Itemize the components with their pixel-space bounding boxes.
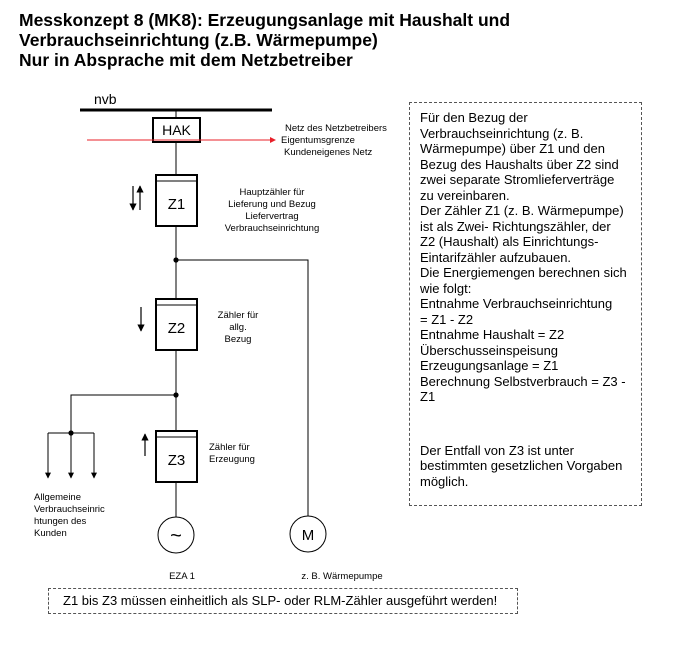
info-line: bestimmten gesetzlichen Vorgaben bbox=[420, 458, 623, 473]
meter-z3-desc-2: Erzeugung bbox=[209, 454, 255, 465]
meter-z1-desc-3: Liefervertrag bbox=[245, 211, 299, 222]
bidirectional-arrow-icon bbox=[133, 186, 140, 210]
meter-z1-desc-2: Lieferung und Bezug bbox=[228, 199, 316, 210]
info-line: zu vereinbaren. bbox=[420, 187, 510, 203]
title-line-1: Messkonzept 8 (MK8): Erzeugungsanlage mit Haushalt und bbox=[19, 10, 511, 30]
info-line: Für den Bezug der bbox=[420, 110, 528, 125]
info-line: ist als Zwei- Richtungszähler, der bbox=[420, 218, 611, 234]
info-line: = Z1 - Z2 bbox=[420, 311, 474, 327]
meter-z2-desc-3: Bezug bbox=[224, 334, 252, 345]
motor-label: z. B. Wärmepumpe bbox=[301, 571, 383, 582]
info-paragraph-1 bbox=[420, 110, 633, 405]
info-line: Z1 bbox=[420, 389, 436, 404]
info-paragraph-2 bbox=[420, 443, 633, 490]
consumers-label-2: Verbrauchseinric bbox=[34, 504, 105, 515]
meter-z2-desc-2: allg. bbox=[229, 322, 247, 333]
consumers-label-4: Kunden bbox=[34, 528, 67, 539]
info-line: möglich. bbox=[420, 473, 469, 489]
meter-z2-label: Z2 bbox=[167, 320, 186, 337]
consumers-label-1: Allgemeine bbox=[34, 492, 81, 503]
boundary-label-grid: Netz des Netzbetreibers bbox=[285, 123, 387, 134]
info-line: zwei separate Stromlieferverträge bbox=[420, 172, 615, 187]
boundary-label-customer: Kundeneigenes Netz bbox=[284, 147, 373, 158]
info-line: Überschusseinspeisung bbox=[420, 342, 559, 358]
info-box bbox=[409, 102, 642, 506]
info-line: Z2 (Haushalt) als Einrichtungs- bbox=[420, 234, 599, 249]
info-line: Wärmepumpe) über Z1 und den bbox=[420, 141, 605, 156]
info-line: Der Zähler Z1 (z. B. Wärmepumpe) bbox=[420, 203, 624, 218]
meter-z2-desc-1: Zähler für bbox=[217, 310, 259, 321]
info-line: Bezug des Haushalts über Z2 sind bbox=[420, 156, 619, 172]
info-line: Erzeugungsanlage = Z1 bbox=[420, 358, 559, 373]
generator-label: EZA 1 bbox=[169, 571, 195, 582]
title-line-2: Verbrauchseinrichtung (z.B. Wärmepumpe) bbox=[19, 30, 378, 50]
meter-z3 bbox=[156, 431, 197, 482]
meter-z1-desc-4: Verbrauchseinrichtung bbox=[224, 223, 320, 234]
info-line: Verbrauchseinrichtung (z. B. bbox=[420, 125, 584, 141]
info-spacer bbox=[420, 405, 633, 443]
info-line: Entnahme Haushalt = Z2 bbox=[420, 327, 565, 342]
generator-symbol: ~ bbox=[170, 525, 182, 547]
grid-label: nvb bbox=[94, 91, 117, 107]
info-line: Berechnung Selbstverbrauch = Z3 - bbox=[420, 373, 626, 389]
info-line: Eintarifzähler aufzubauen. bbox=[420, 249, 572, 265]
boundary-pointer-icon bbox=[270, 137, 276, 143]
info-line: wie folgt: bbox=[420, 280, 472, 296]
info-line: Die Energiemengen berechnen sich bbox=[420, 265, 627, 280]
meter-z1-label: Z1 bbox=[167, 196, 186, 213]
meter-z2 bbox=[156, 299, 197, 350]
meter-z3-label: Z3 bbox=[167, 452, 186, 469]
meter-z3-desc-1: Zähler für bbox=[209, 442, 250, 453]
hak-label: HAK bbox=[162, 122, 191, 138]
title-line-3: Nur in Absprache mit dem Netzbetreiber bbox=[19, 50, 353, 70]
motor-symbol: M bbox=[301, 527, 315, 544]
info-line: Entnahme Verbrauchseinrichtung bbox=[420, 296, 613, 311]
consumer-branch-line bbox=[71, 395, 176, 433]
meter-z1-desc-1: Hauptzähler für bbox=[239, 187, 305, 198]
meter-z1 bbox=[156, 175, 197, 226]
footer-note: Z1 bis Z3 müssen einheitlich als SLP- oder RLM-Zähler ausgeführt werden! bbox=[48, 588, 518, 614]
info-line: Der Entfall von Z3 ist unter bbox=[420, 442, 574, 458]
consumers-label-3: htungen des bbox=[34, 516, 87, 527]
boundary-label-ownership: Eigentumsgrenze bbox=[281, 135, 355, 146]
